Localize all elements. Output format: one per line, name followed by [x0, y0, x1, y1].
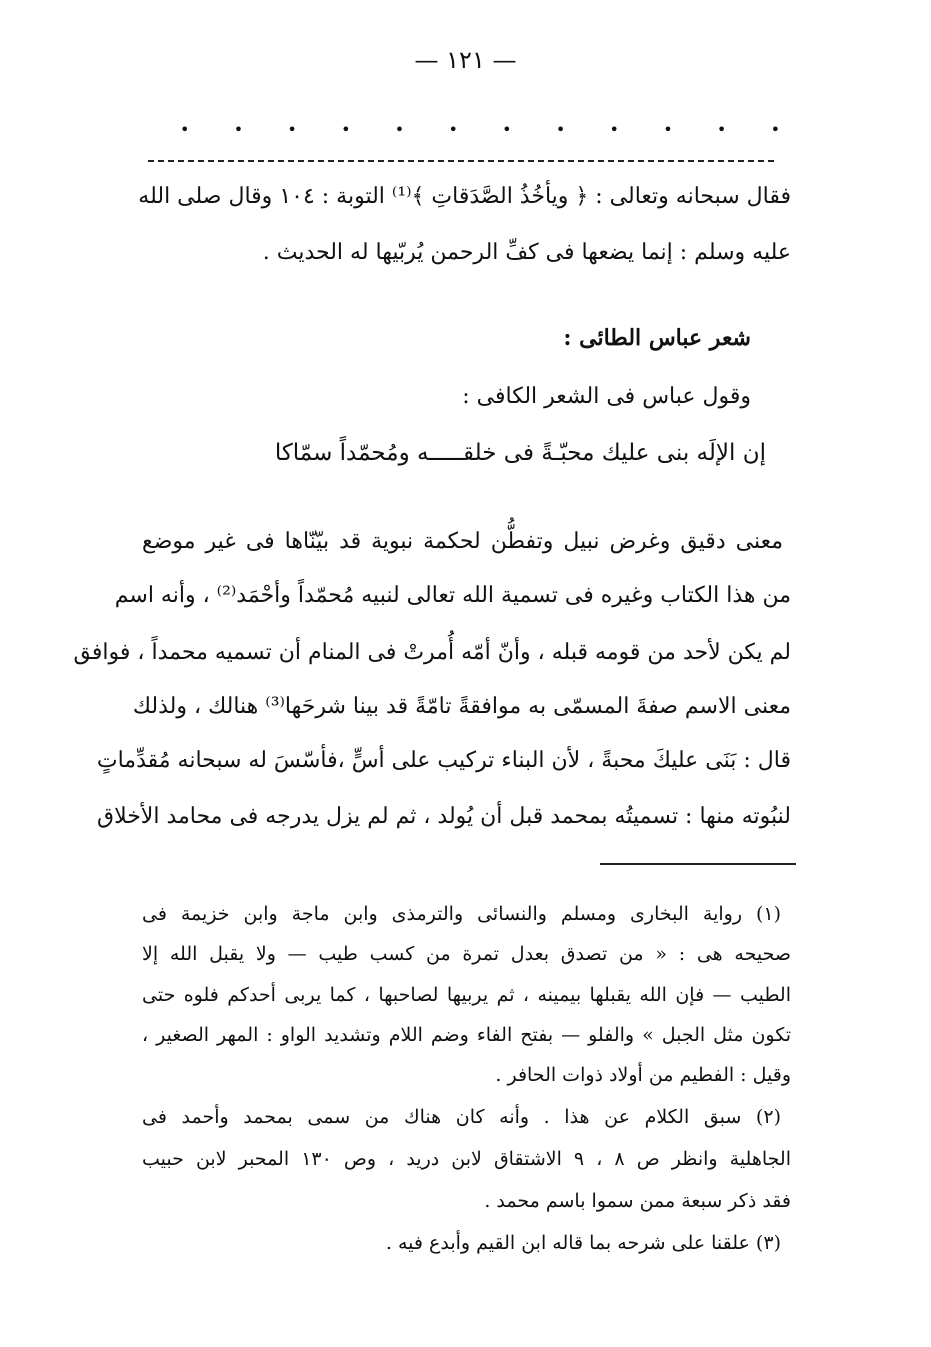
ornament-dot: • [341, 120, 351, 139]
footnote-line: (١) رواية البخارى ومسلم والنسائى والترمذى وابن ماجة وابن خزيمة فى [142, 903, 781, 925]
ornament-dot: • [502, 120, 512, 139]
footnote-line: (٢) سبق الكلام عن هذا . وأنه كان هناك من سمى بمحمد وأحمد فى [142, 1106, 781, 1128]
footnote-line: وقيل : الفطيم من أولاد ذوات الحافر . [495, 1064, 791, 1086]
ornament-dot: • [394, 120, 405, 139]
body-line: وقول عباس فى الشعر الكافى : [462, 384, 751, 409]
poem-verse: إن الإلَه بنى عليك محبّـةً فى خلقـــــه ومُحمّداً سمّاكا [274, 440, 766, 466]
body-line: معنى دقيق وغرض نبيل وتفطُّن لحكمة نبوية قد بيّنّاها فى غير موضع [142, 529, 783, 554]
ornament-dot: • [448, 120, 458, 139]
footnote-line: تكون مثل الجبل » والفلو — بفتح الفاء وضم اللام وتشديد الواو : المهر الصغير ، [142, 1024, 791, 1046]
ornament-dot: • [555, 120, 566, 139]
body-line: معنى الاسم صفةَ المسمّى به موافقةً تامّةً قد بينا شرحَها⁽³⁾ هنالك ، ولذلك [132, 694, 791, 719]
ornament-dot: • [770, 120, 780, 139]
ornament-dot: • [663, 120, 673, 139]
footnote-line: (٣) علقنا على شرحه بما قاله ابن القيم وأبدع فيه . [385, 1232, 781, 1254]
body-line: لم يكن لأحد من قومه قبله ، وأنّ أمّه أُمرتْ فى المنام أن تسميه محمداً ، فوافق [73, 640, 791, 665]
ornament-dot: • [180, 120, 190, 139]
ornament-dot: • [233, 120, 244, 139]
body-line: من هذا الكتاب وغيره فى تسمية الله تعالى لنبيه مُحمّداً وأحْمَد⁽²⁾ ، وأنه اسم [114, 583, 791, 608]
footnote-line: الجاهلية وانظر ص ٨ ، ٩ الاشتقاق لابن دريد ، وص ١٣٠ المحبر لابن حبيب [142, 1148, 791, 1170]
body-line: فقال سبحانه وتعالى : ﴿ ويأخُذُ الصَّدَقاتِ ﴾⁽¹⁾ التوبة : ١٠٤ وقال صلى الله [138, 184, 791, 209]
section-heading: شعر عباس الطائى : [563, 325, 751, 351]
ornament-dot: • [287, 120, 297, 139]
footnote-line: الطيب — فإن الله يقبلها بيمينه ، ثم يربيها لصاحبها ، كما يربى أحدكم فلوه حتى [142, 984, 791, 1006]
footnote-line: فقد ذكر سبعة ممن سموا باسم محمد . [484, 1190, 791, 1212]
body-line: عليه وسلم : إنما يضعها فى كفِّ الرحمن يُربّيها له الحديث . [262, 240, 791, 265]
page-number: — ١٢١ — [414, 46, 517, 74]
ornament-dot: • [609, 120, 619, 139]
body-line: لنبُوته منها : تسميتُه بمحمد قبل أن يُولد ، ثم لم يزل يدرجه فى محامد الأخلاق [97, 804, 791, 829]
header-divider [148, 160, 774, 162]
footnote-line: صحيحه هى : « من تصدق بعدل تمرة من كسب طيب — ولا يقبل الله إلا [142, 943, 791, 965]
ornament-dots [180, 122, 780, 138]
footnote-divider [600, 863, 796, 865]
ornament-dot: • [716, 120, 727, 139]
body-line: قال : بَنَى عليكَ محبةً ، لأن البناء تركيب على أسٍّ ،فأسّسَ له سبحانه مُقدِّماتٍ [96, 748, 791, 773]
